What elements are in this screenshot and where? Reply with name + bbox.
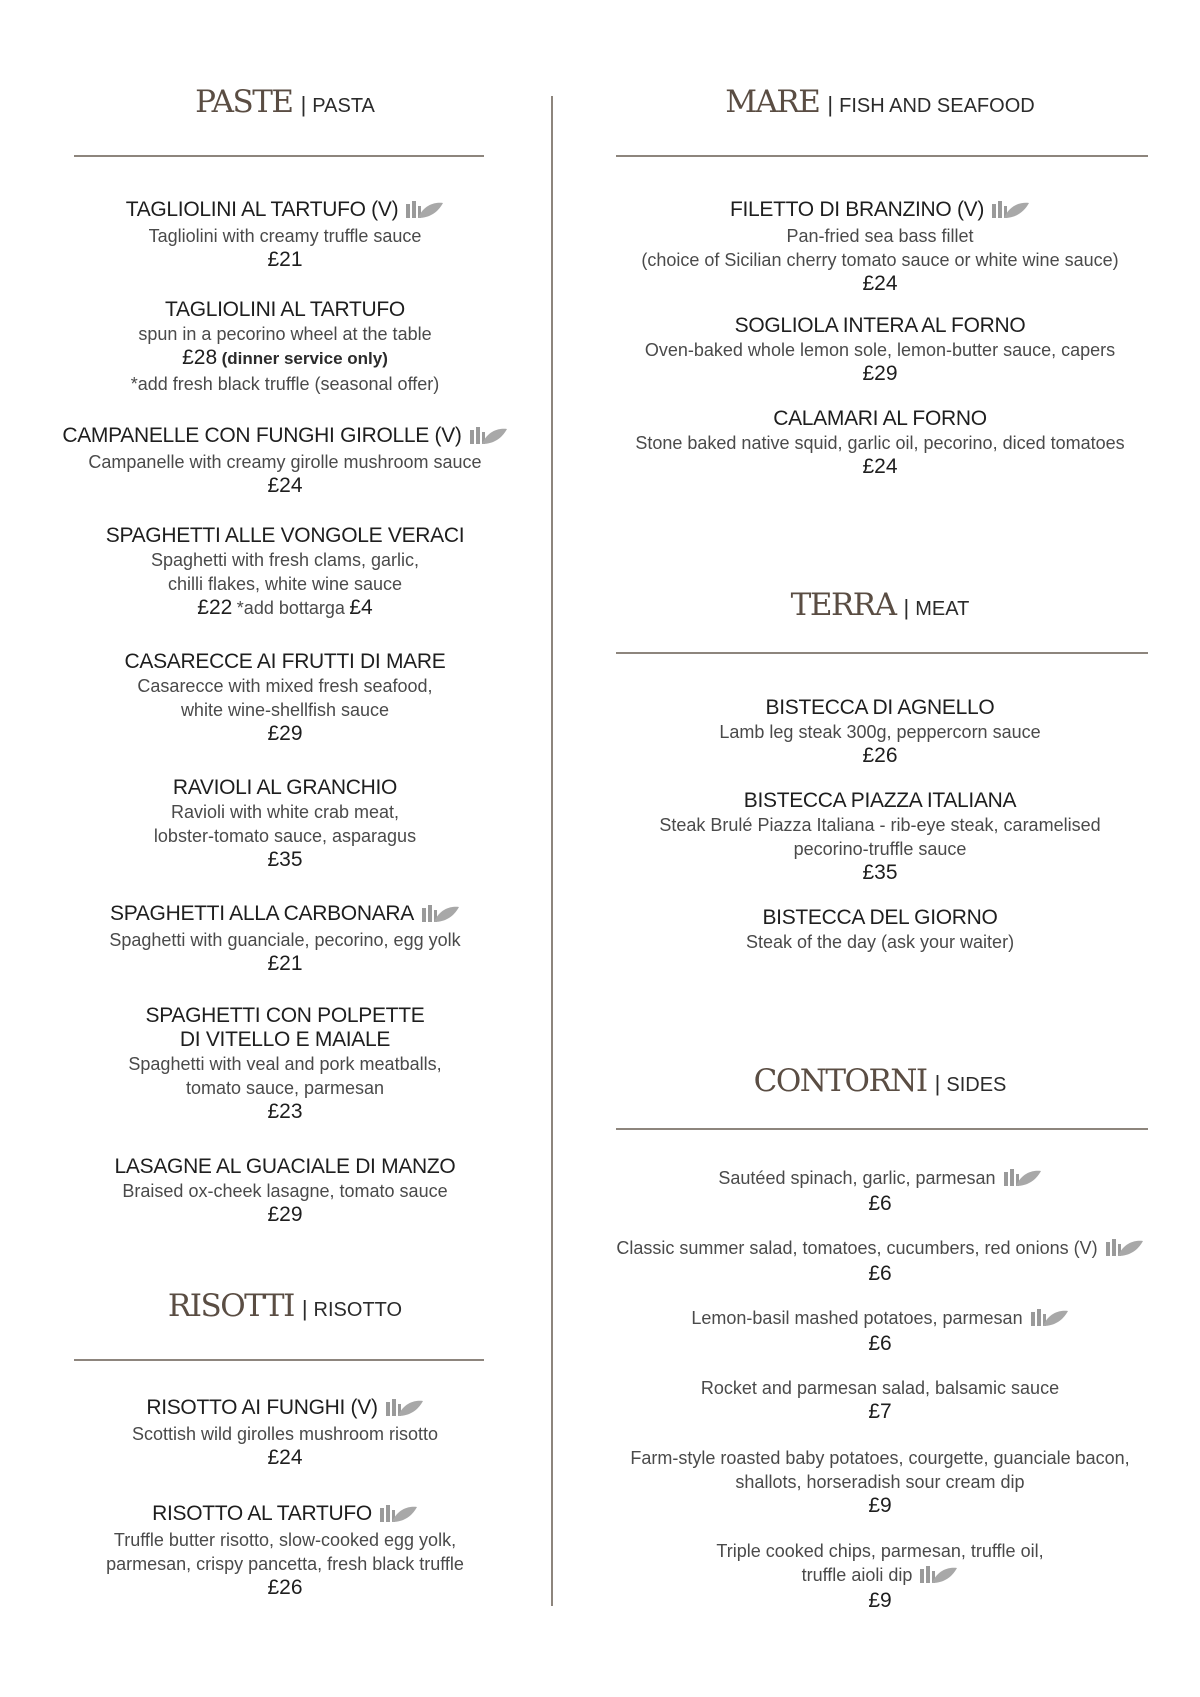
item-description: chilli flakes, white wine sauce — [167, 574, 403, 594]
item-name: CAMPANELLE CON FUNGHI GIROLLE (V) — [62, 424, 462, 447]
item-name: RAVIOLI AL GRANCHIO — [172, 776, 398, 799]
side-item — [600, 1166, 1160, 1216]
item-description: tomato sauce, parmesan — [185, 1078, 385, 1098]
menu-item — [40, 424, 530, 498]
section-subtitle: RISOTTO — [313, 1299, 403, 1321]
item-price: £35 — [267, 848, 303, 871]
menu-item — [600, 789, 1160, 885]
section-subtitle: FISH AND SEAFOOD — [839, 95, 1035, 117]
item-price: £24 — [862, 455, 898, 478]
section-heading-terra: TERRA | MEAT — [790, 587, 970, 623]
side-item — [600, 1236, 1160, 1286]
item-price: £26 — [267, 1576, 303, 1599]
menu-item — [40, 1004, 530, 1124]
item-name: BISTECCA PIAZZA ITALIANA — [743, 789, 1017, 812]
menu-item — [600, 407, 1160, 479]
item-description: shallots, horseradish sour cream dip — [735, 1472, 1025, 1492]
item-description: Pan-fried sea bass fillet — [786, 226, 974, 246]
item-price: £29 — [267, 1203, 303, 1226]
item-price: £21 — [267, 952, 303, 975]
menu-item — [40, 902, 530, 976]
item-addon: *add bottarga — [236, 598, 345, 618]
section-heading-mare: MARE | FISH AND SEAFOOD — [725, 84, 1035, 120]
item-price: £26 — [862, 744, 898, 767]
section-rule — [616, 1128, 1148, 1130]
veg-leaf-icon — [420, 902, 460, 924]
section-heading-paste: PASTE | PASTA — [195, 84, 375, 120]
item-description: spun in a pecorino wheel at the table — [138, 324, 432, 344]
item-name: TAGLIOLINI AL TARTUFO — [165, 298, 405, 321]
menu-item — [40, 198, 530, 272]
item-price: £6 — [868, 1332, 892, 1355]
section-rule — [616, 155, 1148, 157]
section-rule — [74, 155, 484, 157]
item-description: Classic summer salad, tomatoes, cucumbers, red onions (V) — [616, 1238, 1098, 1258]
veg-leaf-icon — [404, 198, 444, 220]
item-name: BISTECCA DEL GIORNO — [762, 906, 998, 929]
item-description: Spaghetti with fresh clams, garlic, — [150, 550, 420, 570]
item-price: £9 — [868, 1589, 892, 1612]
item-name: TAGLIOLINI AL TARTUFO (V) — [125, 198, 399, 221]
item-name: CASARECCE AI FRUTTI DI MARE — [124, 650, 446, 673]
item-price: £7 — [868, 1400, 892, 1423]
item-description: pecorino-truffle sauce — [793, 839, 967, 859]
section-title: TERRA — [790, 587, 896, 623]
item-description: Scottish wild girolles mushroom risotto — [131, 1424, 439, 1444]
section-heading-contorni: CONTORNI | SIDES — [753, 1063, 1007, 1099]
section-title: PASTE — [195, 84, 293, 120]
item-name: BISTECCA DI AGNELLO — [765, 696, 995, 719]
item-description: Farm-style roasted baby potatoes, courgette, guanciale bacon, — [630, 1448, 1130, 1468]
item-description: Spaghetti with veal and pork meatballs, — [128, 1054, 442, 1074]
item-name: LASAGNE AL GUACIALE DI MANZO — [114, 1155, 456, 1178]
item-description: Casarecce with mixed fresh seafood, — [137, 676, 433, 696]
menu-item — [40, 298, 530, 396]
veg-leaf-icon — [1104, 1236, 1144, 1258]
veg-leaf-icon — [378, 1502, 418, 1524]
item-addon-price: £4 — [349, 596, 373, 619]
menu-item — [40, 1396, 530, 1470]
section-title: RISOTTI — [167, 1288, 294, 1324]
item-description: Braised ox-cheek lasagne, tomato sauce — [122, 1181, 448, 1201]
menu-item — [40, 1155, 530, 1227]
item-name: FILETTO DI BRANZINO (V) — [729, 198, 985, 221]
menu-item — [600, 696, 1160, 768]
section-rule — [616, 652, 1148, 654]
item-description: Lamb leg steak 300g, peppercorn sauce — [719, 722, 1041, 742]
item-description: truffle aioli dip — [801, 1565, 913, 1585]
menu-item — [40, 1502, 530, 1600]
item-price: £35 — [862, 861, 898, 884]
section-subtitle: PASTA — [312, 95, 375, 117]
veg-leaf-icon — [990, 198, 1030, 220]
veg-leaf-icon — [1029, 1306, 1069, 1328]
item-price: £24 — [267, 1446, 303, 1469]
menu-item — [600, 314, 1160, 386]
menu-item — [40, 776, 530, 872]
section-heading-risotti: RISOTTI | RISOTTO — [167, 1288, 403, 1324]
item-description: Triple cooked chips, parmesan, truffle oil, — [716, 1541, 1044, 1561]
item-description: Oven-baked whole lemon sole, lemon-butter sauce, capers — [644, 340, 1116, 360]
item-name-line2: DI VITELLO E MAIALE — [179, 1028, 391, 1051]
veg-leaf-icon — [468, 424, 508, 446]
item-name: CALAMARI AL FORNO — [773, 407, 987, 430]
menu-item — [600, 198, 1160, 296]
veg-leaf-icon — [918, 1563, 958, 1585]
item-description: white wine-shellfish sauce — [180, 700, 390, 720]
item-description: Steak Brulé Piazza Italiana - rib-eye steak, caramelised — [659, 815, 1101, 835]
section-title: MARE — [725, 84, 820, 120]
section-title: CONTORNI — [753, 1063, 927, 1099]
item-name: RISOTTO AI FUNGHI (V) — [146, 1396, 378, 1419]
section-subtitle: MEAT — [915, 598, 970, 620]
item-description: Truffle butter risotto, slow-cooked egg yolk, — [113, 1530, 457, 1550]
item-price: £24 — [862, 272, 898, 295]
item-description: Campanelle with creamy girolle mushroom sauce — [88, 452, 482, 472]
item-description: Ravioli with white crab meat, — [170, 802, 400, 822]
item-note: (dinner service only) — [221, 349, 388, 368]
item-description: Lemon-basil mashed potatoes, parmesan — [691, 1308, 1023, 1328]
item-description: Tagliolini with creamy truffle sauce — [148, 226, 422, 246]
item-name: SPAGHETTI ALLE VONGOLE VERACI — [105, 524, 465, 547]
item-name: SPAGHETTI ALLA CARBONARA — [109, 902, 414, 925]
side-item — [600, 1306, 1160, 1356]
column-divider — [551, 96, 553, 1606]
side-item — [600, 1539, 1160, 1613]
section-subtitle: SIDES — [946, 1074, 1007, 1096]
side-item — [600, 1446, 1160, 1518]
item-price: £29 — [267, 722, 303, 745]
item-description: Sautéed spinach, garlic, parmesan — [718, 1168, 996, 1188]
item-description: Rocket and parmesan salad, balsamic sauce — [700, 1378, 1060, 1398]
menu-item — [40, 524, 530, 622]
item-price: £28 — [182, 346, 218, 369]
item-price: £6 — [868, 1192, 892, 1215]
item-price: £24 — [267, 474, 303, 497]
section-rule — [74, 1359, 484, 1361]
menu-item — [600, 906, 1160, 954]
item-price: £22 — [197, 596, 233, 619]
item-description: Spaghetti with guanciale, pecorino, egg yolk — [109, 930, 461, 950]
item-price: £29 — [862, 362, 898, 385]
item-extra: *add fresh black truffle (seasonal offer) — [130, 374, 440, 394]
item-description: (choice of Sicilian cherry tomato sauce or white wine sauce) — [641, 250, 1119, 270]
menu-item — [40, 650, 530, 746]
item-name: SPAGHETTI CON POLPETTE — [145, 1004, 425, 1027]
item-description: lobster-tomato sauce, asparagus — [153, 826, 417, 846]
item-name: RISOTTO AL TARTUFO — [152, 1502, 372, 1525]
item-name: SOGLIOLA INTERA AL FORNO — [734, 314, 1026, 337]
item-price: £6 — [868, 1262, 892, 1285]
side-item — [600, 1376, 1160, 1424]
item-price: £21 — [267, 248, 303, 271]
item-description: parmesan, crispy pancetta, fresh black truffle — [106, 1554, 464, 1574]
item-price: £23 — [267, 1100, 303, 1123]
item-price: £9 — [868, 1494, 892, 1517]
veg-leaf-icon — [384, 1396, 424, 1418]
item-description: Stone baked native squid, garlic oil, pecorino, diced tomatoes — [635, 433, 1125, 453]
veg-leaf-icon — [1002, 1166, 1042, 1188]
item-description: Steak of the day (ask your waiter) — [745, 932, 1015, 952]
